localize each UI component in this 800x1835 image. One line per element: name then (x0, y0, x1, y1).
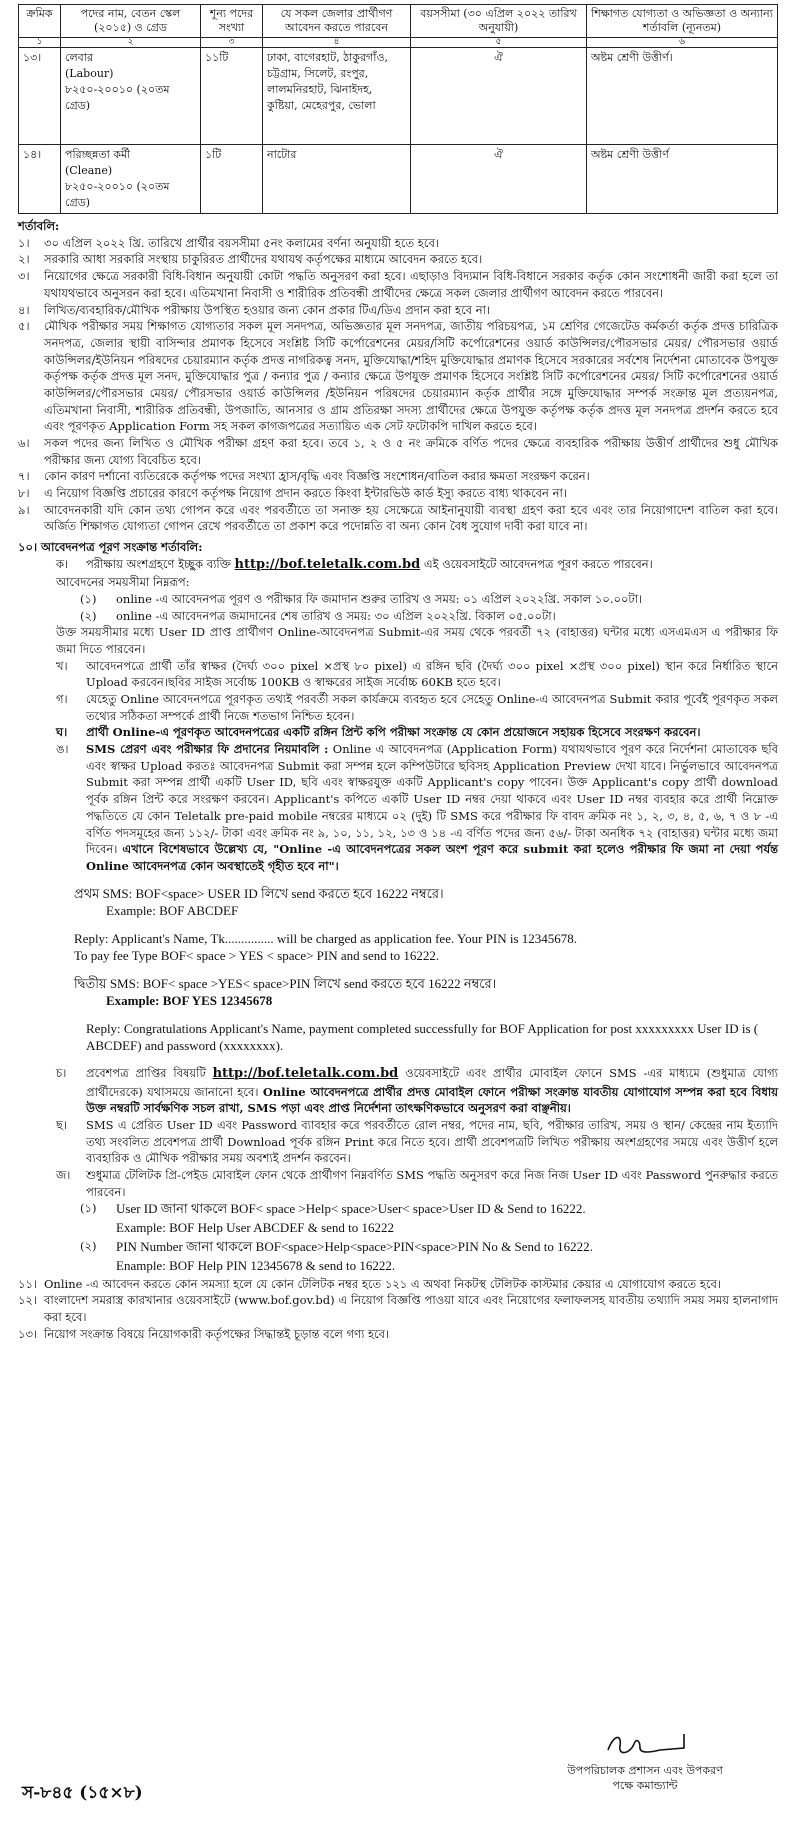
header-serial: ক্রমিক (19, 5, 61, 38)
clause-kha (56, 658, 778, 691)
reply1-block (74, 930, 778, 965)
recovery-example: Example: BOF Help User ABCDEF & send to 16222 (116, 1220, 395, 1236)
second-sms-block (74, 975, 778, 1010)
term-number: ৬। (18, 435, 30, 450)
term-item (18, 468, 778, 485)
clause-uo (56, 741, 778, 874)
signature-block (530, 1728, 760, 1794)
term-text: নিয়োগের ক্ষেত্রে সরকারী বিধি-বিধান অনুযায়ী কোটা পদ্ধতি অনুসরণ করা হবে। এছাড়াও বিদ্যমান বিধি-বিধানে সরকার কর্তৃক কোন সংশোধনী জারী করা হলে তা যথাযথভাবে অনুসরন করা হবে। এতিমখানা নিবাসী ও শারীরিক প্রতিবন্ধী প্রার্থীদের ক্ষেত্রে সকল জেলার প্রার্থীগণ আবেদন করতে পারবেন। (44, 269, 778, 300)
clause-label: গ। (56, 692, 68, 707)
second-sms: দ্বিতীয় SMS: BOF< space >YES< space>PIN লিখে send করতে হবে 16222 নম্বরে। (74, 975, 497, 991)
schedule-intro: আবেদনের সময়সীমা নিম্নরূপ: (56, 575, 190, 590)
clause-text: যেহেতু Online আবেদনপত্রে পূরণকৃত তথ্যই পরবর্তী সকল কার্যক্রমে ব্যবহৃত হবে সেহেতু Online-এ আবেদনপত্র Submit করার পূর্বেই পূরণকৃত সকল তথ্যের সঠিকতা সম্পর্কে প্রার্থী নিজে শতভাগ নিশ্চিত হবেন। (86, 692, 778, 723)
post-name-en: (Labour) (65, 67, 114, 81)
schedule-number: (২) (80, 608, 97, 623)
clause-text: শুধুমাত্র টেলিটক প্রি-পেইড মোবাইল ফোন থেকে প্রার্থীগণ নিম্নবর্ণিত SMS পদ্ধতি অনুসরণ করে নিজ নিজ User ID এবং Password পুনরুদ্ধার করতে পারবেন। (86, 1168, 778, 1199)
term-item (18, 235, 778, 252)
clause-cha (56, 1065, 778, 1117)
row-qualification: অষ্টম শ্রেণী উত্তীর্ণ। (587, 48, 778, 145)
row-post (61, 48, 201, 145)
clause-ga (56, 691, 778, 724)
row-age: ঐ (411, 145, 587, 214)
column-index: ৩ (201, 37, 263, 48)
term-item (18, 251, 778, 268)
term-item (18, 318, 778, 435)
column-index: ৪ (263, 37, 411, 48)
schedule-item (80, 608, 778, 625)
pay-scale: ৮২৫০-২০০১০ (২০তম গ্রেড) (65, 83, 170, 113)
term-item (18, 485, 778, 502)
term-text: এ নিয়োগ বিজ্ঞপ্তি প্রচারের কারণে কর্তৃপক্ষ নিয়োগ প্রদান করতে কিংবা ইন্টারভিউ কার্ড ইস্যু করতে বাধ্য থাকবেন না। (44, 485, 567, 500)
cha-post-text: ওয়েবসাইটে এবং প্রার্থীর মোবাইল ফোনে SMS -এর মাধ্যমে (শুধুমাত্র যোগ্য প্রার্থীদেরকে) যথাসময়ে জানানো হবে। (86, 1065, 779, 1099)
term-item (18, 435, 778, 468)
clause-ka (56, 556, 778, 575)
terms-list (18, 235, 778, 535)
clause-text (86, 741, 778, 874)
row-serial: ১৪। (19, 145, 61, 214)
clause-text: SMS এ প্রেরিত User ID এবং Password ব্যাবহার করে পরবর্তীতে রোল নম্বর, পদের নাম, ছবি, পরীক্ষার তারিখ, সময় ও স্থান/ কেন্দ্রের নাম ইত্যাদি তথ্য সংবলিত প্রবেশপত্র প্রার্থী Download পূর্বক রঙ্গিন Print করে নিতে হবে। প্রার্থী প্রবেশপত্রটি লিখিত পরীক্ষায় অংশগ্রহণের সময়ে এবং উত্তীর্ণ হলে ব্যবহারিক ও মৌখিক পরীক্ষার সময় অবশ্যই প্রদর্শন করবেন। (86, 1118, 778, 1166)
sms-rules-text: Online এ আবেদনপত্র (Application Form) যথাযথভাবে পূরণ করে নির্দেশনা মোতাবেক ছবি এবং স্বাক্ষর Upload করতঃ আবেদনপত্র Submit করা সম্পন্ন হলে কম্পিউটারে ছবিসহ Application Preview দেখা যাবে। নির্ভুলভাবে আবেদনপত্র Submit করা সম্পন্ন প্রার্থী একটি User ID, ছবি এবং স্বাক্ষরযুক্ত একটি Applicant's copy পাবেন। উক্ত Applicant's copy প্রার্থী download পূর্বক রঙ্গিন প্রিন্ট করে সংরক্ষণ করবেন। Applicant's কপিতে একটি User ID নম্বর দেয়া থাকবে এবং User ID নম্বর ব্যবহার করে প্রার্থী নিম্নোক্ত পদ্ধতিতে যে কোন Teletalk pre-paid mobile নম্বরের মাধ্যমে ০২ (দুই) টি SMS করে পরীক্ষার ফি বাবদ ক্রমিক নং ১, ২, ৩, ৪, ৫, ৬, ৭ ও ৮ -এ বর্ণিত পদসমূহের জন্য ১১২/- টাকা এবং ক্রমিক নং ৯, ১০, ১১, ১২, ১৩ ও ১৪ -এ বর্ণিত পদের জন্য ৫৬/- টাকা অনধিক ৭২ (বাহাত্তর) ঘন্টার মধ্যে জমা দিবেন। (86, 742, 779, 857)
recovery-example: Enample: BOF Help PIN 12345678 & send to 16222. (116, 1257, 396, 1273)
signatory-subtitle: পক্ষে কমান্ড্যান্ট (612, 1778, 678, 1792)
term-text: সরকারি আধা সরকারি সংস্থায় চাকুরিরত প্রার্থীদের যথাযথ কর্তৃপক্ষের মাধ্যমে আবেদন করতে হবে। (44, 252, 483, 267)
recovery-item (80, 1200, 778, 1238)
pay-scale: ৮২৫০-২০০১০ (২০তম গ্রেড) (65, 180, 170, 210)
cha-pre-text: প্রবেশপত্র প্রাপ্তির বিষয়টি (86, 1065, 206, 1080)
clause-ja (56, 1167, 778, 1200)
term-item (18, 268, 778, 301)
recovery-number: (১) (80, 1201, 97, 1216)
post-name-bn: লেবার (65, 51, 94, 65)
first-sms-example: Example: BOF ABCDEF (106, 903, 239, 919)
recovery-text (116, 1238, 778, 1276)
term-number: ৪। (18, 302, 30, 317)
term-text: কোন কারণ দর্শানো ব্যতিরেকে কর্তৃপক্ষ পদের সংখ্যা হ্রাস/বৃদ্ধি এবং বিজ্ঞপ্তি সংশোধন/বাতিল করার ক্ষমতা সংরক্ষণ করেন। (44, 469, 590, 484)
term-number: ১৩। (18, 1326, 38, 1341)
clause-label: চ। (56, 1065, 67, 1080)
term-item (18, 1326, 778, 1343)
clause-label: জ। (56, 1168, 71, 1183)
term-item (18, 1292, 778, 1325)
table-row (19, 145, 778, 214)
header-vacancy: শূন্য পদের সংখ্যা (201, 5, 263, 38)
first-sms-block (74, 885, 778, 920)
cha-bold-text: Online আবেদনপত্রে প্রার্থীর প্রদত্ত মোবাইল ফোনে পরীক্ষা সংক্রান্ত যাবতীয় যোগাযোগ সম্পন্ন করা হবে বিধায় উক্ত নম্বরটি সার্বক্ষণিক সচল রাখা, SMS পড়া এবং প্রাপ্ত নির্দেশনা তাৎক্ষণিকভাবে অনুসরণ করা বাঞ্ছনীয়। (86, 1084, 779, 1116)
term-text: Online -এ আবেদন করতে কোন সমস্যা হলে যে কোন টেলিটক নম্বর হতে ১২১ এ অথবা নিকটস্থ টেলিটক কাস্টমার কেয়ার এ যোগাযোগ করতে হবে। (44, 1276, 722, 1291)
teletalk-link[interactable]: http://bof.teletalk.com.bd (212, 1065, 399, 1081)
recovery-instruction: User ID জানা থাকলে BOF< space >Help< space>User< space>User ID & Send to 16222. (116, 1201, 586, 1217)
signatory-title: উপপরিচালক প্রশাসন এবং উপকরণ (567, 1764, 723, 1777)
clause-label: ঙ। (56, 742, 69, 757)
teletalk-link[interactable]: http://bof.teletalk.com.bd (234, 556, 421, 572)
clause-text: প্রার্থী Online-এ পূরণকৃত আবেদনপত্রের একটি রঙ্গিন প্রিন্ট কপি পরীক্ষা সংক্রান্ত যে কোন প্রয়োজনে সহায়ক হিসেবে সংরক্ষণ করবেন। (86, 725, 701, 740)
vacancy-table (18, 4, 778, 214)
document-code: স-৮৪৫ (১৫×৮) (22, 1783, 143, 1803)
second-sms-example: Example: BOF YES 12345678 (106, 993, 273, 1009)
row-serial: ১৩। (19, 48, 61, 145)
post-name-en: (Cleane) (65, 164, 113, 178)
clause-label: ক। (56, 556, 69, 571)
sms-rules-warning: এখানে বিশেষভাবে উল্লেখ্য যে, "Online -এ আবেদনপত্রের সকল অংশ পূরণ করে submit করা হলেও পরীক্ষার ফি জমা না দেয়া পর্যন্ত Online আবেদনপত্র কোন অবস্থাতেই গৃহীত হবে না"। (86, 842, 778, 873)
term-number: ৩। (18, 269, 30, 284)
term-number: ১২। (18, 1293, 38, 1308)
term-number: ৫। (18, 319, 30, 334)
schedule-text: online -এ আবেদনপত্র পূরণ ও পরীক্ষার ফি জমাদান শুরুর তারিখ ও সময়: ০১ এপ্রিল ২০২২খ্রি. সকাল ১০.০০টা। (116, 592, 643, 607)
clause-label: ছ। (56, 1118, 68, 1133)
column-index: ১ (19, 37, 61, 48)
table-header-row (19, 5, 778, 38)
first-sms: প্রথম SMS: BOF<space> USER ID লিখে send করতে হবে 16222 নম্বরে। (74, 885, 444, 901)
term-text: সকল পদের জন্য লিখিত ও মৌখিক পরীক্ষা গ্রহণ করা হবে। তবে ১, ২ ও ৫ নং ক্রমিকে বর্ণিত পদের ক্ষেত্রে ব্যবহারিক পরীক্ষায় উত্তীর্ণ প্রার্থীদের শুধু মৌখিক পরীক্ষার জন্য যোগ্য বিবেচিত হবে। (44, 435, 778, 467)
row-qualification: অষ্টম শ্রেণী উত্তীর্ণ (587, 145, 778, 214)
terms-title: শর্তাবলি: (18, 219, 60, 234)
term-text: লিখিত/ব্যবহারিক/মৌখিক পরীক্ষায় উপস্থিত হওয়ার জন্য কোন প্রকার টিএ/ডিএ প্রদান করা হবে না। (44, 302, 491, 317)
row-districts: নাটোর (263, 145, 411, 214)
schedule-text: online -এ আবেদনপত্র জমাদানের শেষ তারিখ ও সময়: ৩০ এপ্রিল ২০২২খ্রি. বিকাল ০৫.০০টা। (116, 608, 556, 623)
signature-mark (600, 1728, 690, 1762)
recovery-instruction: PIN Number জানা থাকলে BOF<space>Help<space>PIN<space>PIN No & Send to 16222. (116, 1239, 593, 1255)
recovery-number: (২) (80, 1239, 97, 1254)
term-number: ১১। (18, 1276, 38, 1291)
reply2-block (86, 1020, 778, 1055)
term-text: মৌখিক পরীক্ষার সময় শিক্ষাগত যোগ্যতার সকল মূল সনদপত্র, অভিজ্ঞতার মূল সনদপত্র, জাতীয় পরিচয়পত্র, ১ম শ্রেণির গেজেটেড কর্মকর্তা কর্তৃক প্রদত্ত চারিত্রিক সনদপত্র, জেলার স্থায়ী বাসিন্দার প্রমাণক হিসেবে সংশ্লিষ্ট সিটি কর্পোরেশনের মেয়র/সিটি কর্পোরেশনের ওয়ার্ড কাউন্সিলর/পৌরসভার মেয়র/ পৌরসভার ওয়ার্ড কাউন্সিলর/ইউনিয়ন পরিষদের চেয়ারম্যান কর্তৃক প্রদত্ত নাগরিকত্ব সনদ, মুক্তিযোদ্ধা/শহিদ মুক্তিযোদ্ধার প্রমাণক হিসেবে সরকারের সর্বশেষ নির্দেশনা মোতাবেক উপযুক্ত কর্তৃপক্ষ কর্তৃক প্রদত্ত মূল সনদ, মুক্তিযোদ্ধার পুত্র / কন্যার পুত্র / কন্যার ক্ষেত্রে উপযুক্ত প্রমাণক হিসেবে সংশ্লিষ্ট সিটি কর্পোরেশনের মেয়র/ সিটি কর্পোরেশনের ওয়ার্ড কাউন্সিলর/পৌরসভার মেয়র/ পৌরসভার ওয়ার্ড কাউন্সিলর /ইউনিয়ন পরিষদের চেয়ারম্যান কর্তৃক প্রার্থীর সঙ্গে মুক্তিযোদ্ধার সম্পর্ক সংক্রান্ত মূল প্রত্যয়নপত্র, এতিমখানা নিবাসী, শারীরিক প্রতিবন্ধী, উপজাতি, আনসার ও গ্রাম প্রতিরক্ষা সদস্য প্রার্থীদের ক্ষেত্রে উপযুক্ত কর্তৃপক্ষ কর্তৃক প্রদত্ত মূল সনদপত্র প্রদর্শন করতে হবে এবং পূরণকৃত Application Form সহ সকল কাগজপত্রের সত্যায়িত এক সেট ফটোকপি দাখিল করতে হবে। (44, 319, 778, 434)
term-number: ৭। (18, 469, 30, 484)
term-text: বাংলাদেশ সমরাস্ত্র কারখানার ওয়েবসাইটে (www.bof.gov.bd) এ নিয়োগ বিজ্ঞপ্তি পাওয়া যাবে এবং নিয়োগের ফলাফলসহ যাবতীয় তথ্যাদি সময় সময় হালনাগাদ করা হবে। (44, 1293, 778, 1325)
recovery-item (80, 1238, 778, 1276)
term-text: ৩০ এপ্রিল ২০২২ খ্রি. তারিখে প্রার্থীর বয়সসীমা ৫নং কলামের বর্ণনা অনুযায়ী হতে হবে। (44, 235, 439, 250)
post-name-bn: পরিচ্ছন্নতা কর্মী (65, 148, 131, 162)
reply2-text: Reply: Congratulations Applicant's Name, payment completed successfully for BOF Application for post xxxxxxxxx User ID is ( ABCDEF) and password (xxxxxxxx). (86, 1020, 759, 1054)
term-item (18, 1276, 778, 1293)
term-number: ১। (18, 235, 30, 250)
clause-chha (56, 1117, 778, 1167)
userid-note: উক্ত সময়সীমার মধ্যে User ID প্রাপ্ত প্রার্থীগণ Online-আবেদনপত্র Submit-এর সময় থেকে পরবর্তী ৭২ (বাহাত্তর) ঘন্টার মধ্যে এসএমএস এ পরীক্ষার ফি জমা দিতে পারবেন। (56, 625, 778, 657)
application-terms-title: ১০। আবেদনপত্র পূরণ সংক্রান্ত শর্তাবলি: (18, 539, 203, 554)
row-age: ঐ (411, 48, 587, 145)
schedule-number: (১) (80, 592, 97, 607)
term-number: ৯। (18, 502, 30, 517)
table-index-row (19, 37, 778, 48)
column-index: ২ (61, 37, 201, 48)
clause-text (86, 1065, 778, 1117)
clause-label: ঘ। (56, 725, 68, 740)
header-districts: যে সকল জেলার প্রার্থীগণ আবেদন করতে পারবেন (263, 5, 411, 38)
reply1-instruction: To pay fee Type BOF< space > YES < space> PIN and send to 16222. (74, 948, 440, 964)
header-age: বয়সসীমা (৩০ এপ্রিল ২০২২ তারিখ অনুযায়ী) (411, 5, 587, 38)
term-text: আবেদনকারী যদি কোন তথ্য গোপন করে এবং পরবর্তীতে তা সনাক্ত হয় সেক্ষেত্রে আইনানুযায়ী ব্যবস্থা গ্রহণ করা হবে এবং তার নিয়োগাদেশ বাতিল করা হবে। অর্জিত শিক্ষাগত যোগ্যতা গোপন রেখে পরবর্তীতে তা প্রকাশ করে পদোন্নতি বা অন্য কোন বৈধ সুযোগ দাবী করা যাবে না। (44, 502, 778, 534)
schedule-item (80, 591, 778, 608)
ka-post-text: এই ওয়েবসাইটে আবেদনপত্র পূরণ করতে পারবেন। (423, 556, 653, 571)
row-post (61, 145, 201, 214)
term-item (18, 502, 778, 535)
clause-text: আবেদনপত্রে প্রার্থী তাঁর স্বাক্ষর (দৈর্ঘ্য ৩০০ pixel ×প্রস্থ ৮০ pixel) এ রঙ্গিন ছবি (দৈর্ঘ্য ৩০০ pixel ×প্রস্থ ৩০০ pixel) স্থান করে নির্ধারিত স্থানে Upload করবেন।ছবির সাইজ সর্বোচ্চ 100KB ও স্বাক্ষরের সাইজ সর্বোচ্চ 60KB হতে হবে। (86, 658, 778, 690)
row-districts: ঢাকা, বাগেরহাট, ঠাকুরগাঁও, চট্টগ্রাম, সিলেট, রংপুর, লালমনিরহাট, ঝিনাইদহ, কুষ্টিয়া, মেহেরপুর, ভোলা (263, 48, 411, 145)
sms-rules-heading: SMS প্রেরণ এবং পরীক্ষার ফি প্রদানের নিয়মাবলি : (86, 742, 329, 757)
row-vacancy: ১১টি (201, 48, 263, 145)
clause-text (86, 556, 778, 575)
reply1-text: Reply: Applicant's Name, Tk............... will be charged as application fee. Your PIN is 12345678. (74, 930, 578, 946)
header-post: পদের নাম, বেতন স্কেল (২০১৫) ও গ্রেড (61, 5, 201, 38)
row-vacancy: ১টি (201, 145, 263, 214)
term-number: ৮। (18, 485, 30, 500)
column-index: ৫ (411, 37, 587, 48)
table-row (19, 48, 778, 145)
term-number: ২। (18, 252, 30, 267)
column-index: ৬ (587, 37, 778, 48)
ka-pre-text: পরীক্ষায় অংশগ্রহণে ইচ্ছুক ব্যক্তি (86, 556, 231, 571)
term-item (18, 302, 778, 319)
term-text: নিয়োগ সংক্রান্ত বিষয়ে নিয়োগকারী কর্তৃপক্ষের সিদ্ধান্তই চূড়ান্ত বলে গণ্য হবে। (44, 1326, 390, 1341)
clause-label: খ। (56, 658, 68, 673)
clause-gha (56, 724, 778, 741)
recovery-text (116, 1200, 778, 1238)
header-qualification: শিক্ষাগত যোগ্যতা ও অভিজ্ঞতা ও অন্যান্য শর্তাবলি (ন্যূনতম) (587, 5, 778, 38)
